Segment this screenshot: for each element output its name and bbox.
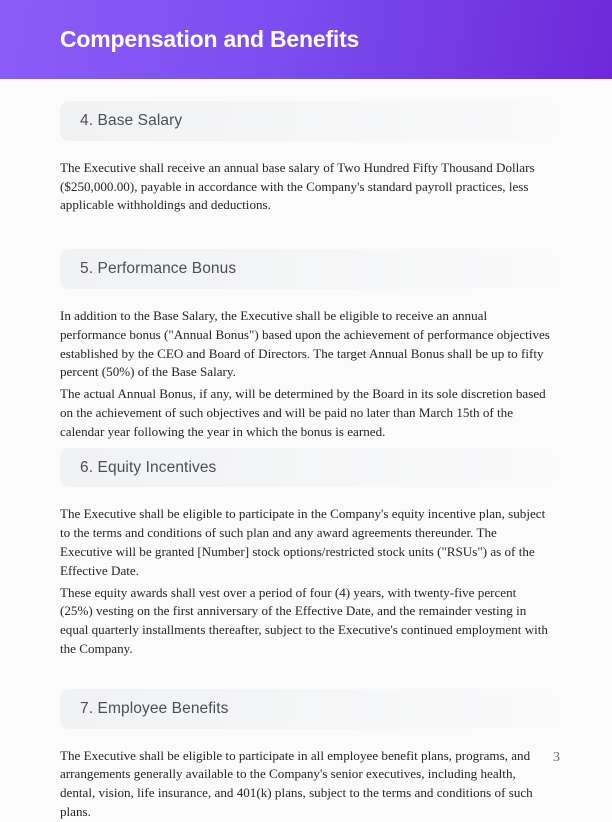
section-heading-label: 7. Employee Benefits bbox=[80, 699, 229, 717]
section-heading-label: 4. Base Salary bbox=[80, 112, 183, 129]
section-paragraph: The Executive shall be eligible to participate in the Company's equity incentive plan, subject to the terms and conditions of such plan and any award agreements thereunder. The Executive will be granted [Number] stock options/restricted stock units ("RSUs") as of the Effective Date. bbox=[60, 506, 546, 578]
section-paragraph: The Executive shall receive an annual base salary of Two Hundred Fifty Thousand Dollars ($250,000.00), payable in accordance with the Company's standard payroll practices, less applicable withholdings and deductions. bbox=[60, 159, 535, 213]
page-number: 3 bbox=[553, 750, 560, 765]
section-heading-employee-benefits bbox=[60, 689, 556, 729]
section-heading-label: 5. Performance Bonus bbox=[80, 260, 237, 278]
section-paragraph: The actual Annual Bonus, if any, will be determined by the Board in its sole discretion based on the achievement of such objectives and will be paid no later than March 15th of the calendar year following the year in which the bonus is earned. bbox=[60, 386, 546, 439]
section-paragraph: These equity awards shall vest over a period of four (4) years, with twenty-five percent (25%) vesting on the first anniversary of the Effective Date, and the remainder vesting in equal quarterly installments thereafter, subject to the Executive's continued employment with the Company. bbox=[60, 584, 548, 656]
section-heading-equity-incentives bbox=[60, 448, 556, 488]
document-body bbox=[0, 79, 612, 822]
section-heading-performance-bonus bbox=[60, 249, 556, 289]
document-header-banner bbox=[0, 0, 612, 79]
page-title: Compensation and Benefits bbox=[60, 26, 360, 52]
section-heading-label: 6. Equity Incentives bbox=[80, 458, 217, 476]
section-paragraph: The Executive shall be eligible to participate in all employee benefit plans, programs, and arrangements generally available to the Company's senior executives, including health, dental, vision, life insurance, and 401(k) plans, subject to the terms and conditions of such plans. bbox=[60, 747, 533, 819]
section-paragraph: In addition to the Base Salary, the Executive shall be eligible to receive an annual performance bonus ("Annual Bonus") based upon the achievement of performance objectives established by the CEO and Board of Directors. The target Annual Bonus shall be up to fifty percent (50%) of the Base Salary. bbox=[60, 308, 550, 380]
section-heading-base-salary bbox=[60, 101, 556, 141]
